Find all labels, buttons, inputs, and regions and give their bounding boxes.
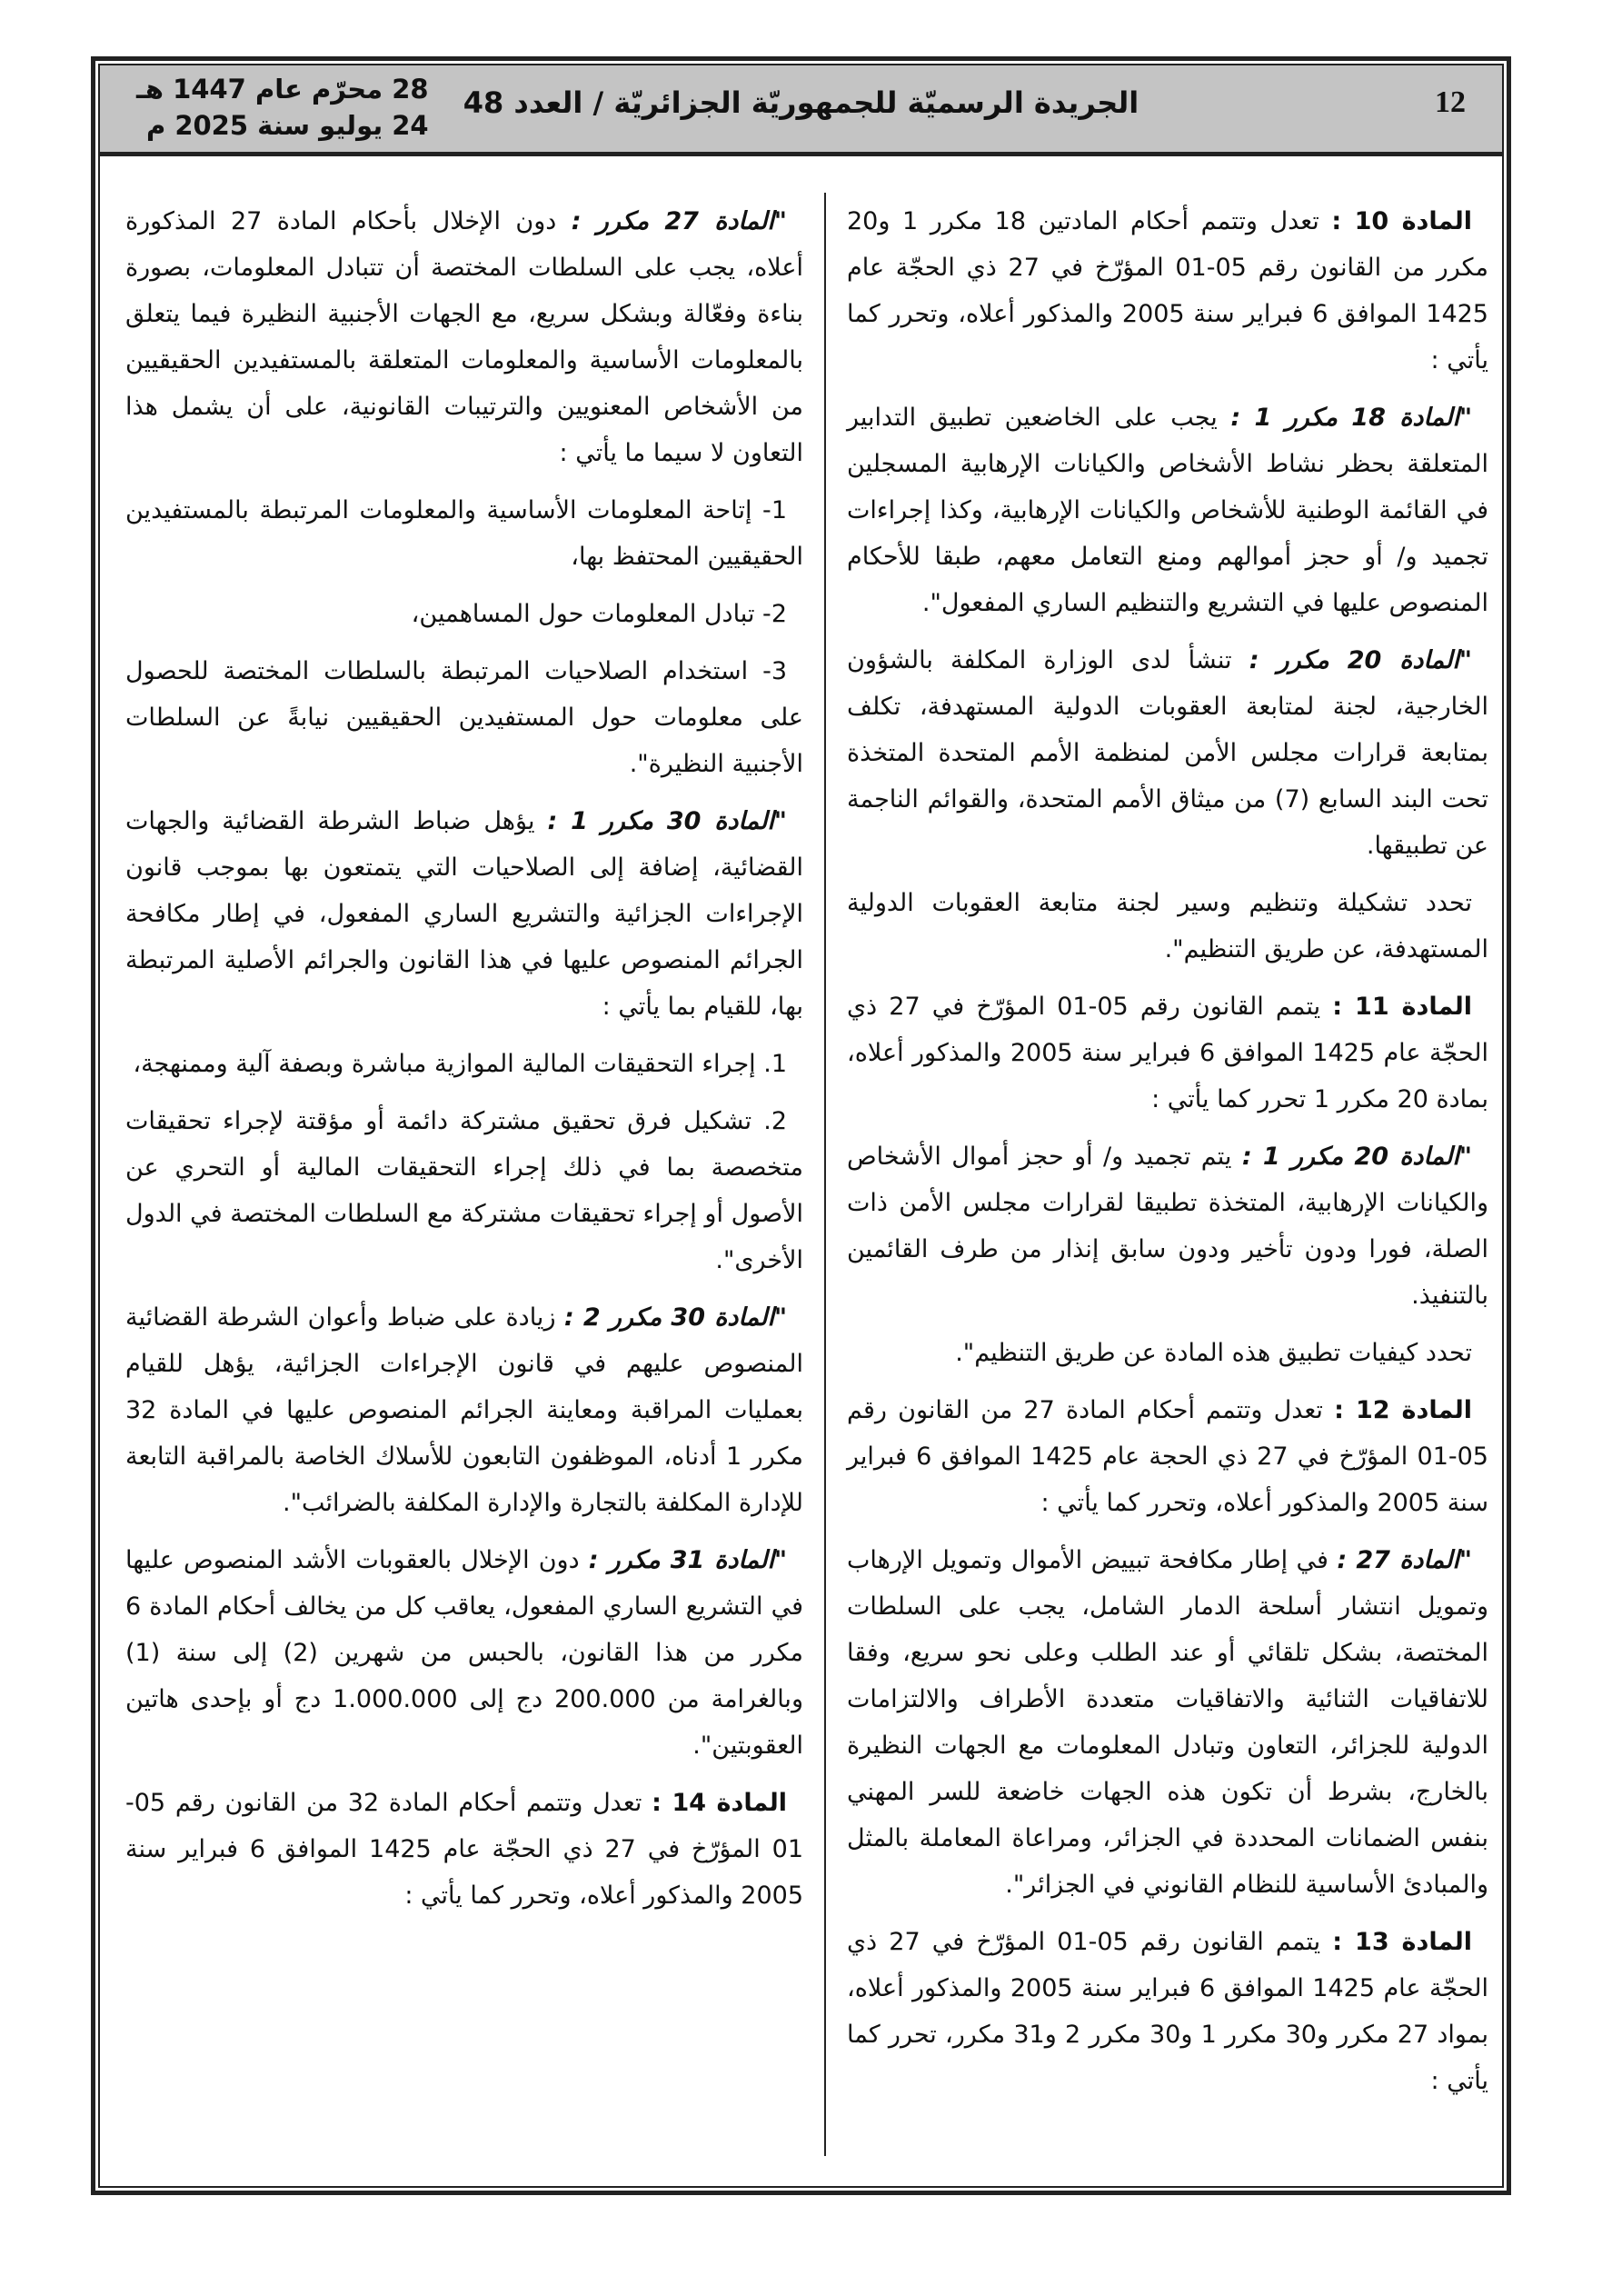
article-text: يجب على الخاضعين تطبيق التدابير المتعلقة بحظر نشاط الأشخاص والكيانات الإرهابية المسجلين في القائمة الوطنية للأشخاص والكيانات الإرهابية، وكذا إجراءات تجميد و/ أو حجز أموالهم ومنع التعامل معهم، طبقا للأحكام المنصوص عليها في التشريع والتنظيم الساري المفعول". <box>847 404 1488 617</box>
article-heading: "المادة 20 مكرر : <box>1249 646 1473 674</box>
article-text: دون الإخلال بأحكام المادة 27 المذكورة أعلاه، يجب على السلطات المختصة أن تتبادل المعلومات، بصورة بناءة وفعّالة وبشكل سريع، مع الجهات الأجنبية النظيرة فيما يتعلق بالمعلومات الأساسية والمعلومات المتعلقة بالمستفيدين الحقيقيين من الأشخاص المعنويين والترتيبات القانونية، على أن يشمل هذا التعاون لا سيما ما يأتي : <box>125 207 803 467</box>
article-heading: المادة 10 : <box>1331 207 1472 235</box>
issue-date <box>136 71 429 144</box>
article-paragraph <box>847 637 1488 869</box>
article-paragraph <box>125 798 803 1030</box>
article-paragraph <box>125 1098 803 1283</box>
article-text: تعدل وتتمم أحكام المادتين 18 مكرر 1 و20 مكرر من القانون رقم 05-01 المؤرّخ في 27 ذي الحجّة عام 1425 الموافق 6 فبراير سنة 2005 والمذكور أعلاه، وتحرر كما يأتي : <box>847 207 1488 374</box>
article-paragraph <box>847 880 1488 973</box>
article-heading: "المادة 20 مكرر 1 : <box>1241 1143 1473 1171</box>
gazette-title: الجريدة الرسميّة للجمهوريّة الجزائريّة / العدد 48 <box>463 85 1139 120</box>
article-paragraph <box>847 983 1488 1123</box>
article-heading: المادة 14 : <box>652 1789 787 1817</box>
article-paragraph <box>125 198 803 476</box>
date-hijri: 28 محرّم عام 1447 هـ <box>136 74 429 105</box>
article-text: 1- إتاحة المعلومات الأساسية والمعلومات المرتبطة بالمستفيدين الحقيقيين المحتفظ بها، <box>125 496 803 571</box>
article-paragraph <box>847 1387 1488 1526</box>
article-paragraph <box>847 1919 1488 2104</box>
article-heading: المادة 13 : <box>1332 1928 1472 1956</box>
article-text: تنشأ لدى الوزارة المكلفة بالشؤون الخارجية، لجنة لمتابعة العقوبات الدولية المستهدفة، تكلف بمتابعة قرارات مجلس الأمن لمنظمة الأمم المتحدة المتخذة تحت البند السابع (7) من ميثاق الأمم المتحدة، والقوائم الناجمة عن تطبيقها. <box>847 646 1488 860</box>
article-text: 1. إجراء التحقيقات المالية الموازية مباشرة وبصفة آلية وممنهجة، <box>133 1050 787 1078</box>
article-heading: "المادة 18 مكرر 1 : <box>1230 404 1473 432</box>
article-heading: المادة 11 : <box>1332 993 1472 1021</box>
article-text: يؤهل ضباط الشرطة القضائية والجهات القضائية، إضافة إلى الصلاحيات التي يتمتعون بها بموجب قانون الإجراءات الجزائية والتشريع الساري المفعول، في إطار مكافحة الجرائم المنصوص عليها في هذا القانون والجرائم الأصلية المرتبطة بها، للقيام بما يأتي : <box>125 807 803 1021</box>
article-text: 2- تبادل المعلومات حول المساهمين، <box>411 600 787 628</box>
article-paragraph <box>847 198 1488 384</box>
article-text: يتم تجميد و/ أو حجز أموال الأشخاص والكيانات الإرهابية، المتخذة تطبيقا لقرارات مجلس الأمن ذات الصلة، فورا ودون تأخير ودون سابق إنذار من طرف القائمين بالتنفيذ. <box>847 1143 1488 1310</box>
left-column <box>125 198 803 1930</box>
article-text: يتمم القانون رقم 05-01 المؤرّخ في 27 ذي الحجّة عام 1425 الموافق 6 فبراير سنة 2005 والمذكور أعلاه، بمواد 27 مكرر و30 مكرر 1 و30 مكرر 2 و31 مكرر، تحرر كما يأتي : <box>847 1928 1489 2095</box>
article-paragraph <box>125 648 803 787</box>
article-paragraph <box>847 1133 1488 1319</box>
article-heading: المادة 12 : <box>1334 1396 1472 1424</box>
article-text: 3- استخدام الصلاحيات المرتبطة بالسلطات المختصة للحصول على معلومات حول المستفيدين الحقيقيين نيابةً عن السلطات الأجنبية النظيرة". <box>125 657 803 778</box>
article-paragraph <box>847 1330 1488 1376</box>
article-paragraph <box>847 394 1488 626</box>
article-text: 2. تشكيل فرق تحقيق مشتركة دائمة أو مؤقتة لإجراء تحقيقات متخصصة بما في ذلك إجراء التحقيقات المالية أو التحري عن الأصول أو إجراء تحقيقات مشتركة مع السلطات المختصة في الدول الأخرى". <box>125 1107 803 1274</box>
article-text: تعدل وتتمم أحكام المادة 27 من القانون رقم 05-01 المؤرّخ في 27 ذي الحجة عام 1425 الموافق 6 فبراير سنة 2005 والمذكور أعلاه، وتحرر كما يأتي : <box>847 1396 1488 1517</box>
article-text: دون الإخلال بالعقوبات الأشد المنصوص عليها في التشريع الساري المفعول، يعاقب كل من يخالف أحكام المادة 6 مكرر من هذا القانون، بالحبس من شهرين (2) إلى سنة (1) وبالغرامة من 200.000 دج إلى 1.000.000 دج أو بإحدى هاتين العقوبتين". <box>125 1546 803 1760</box>
page-number: 12 <box>1435 85 1466 119</box>
article-heading: "المادة 27 : <box>1337 1546 1473 1574</box>
article-text: يتمم القانون رقم 05-01 المؤرّخ في 27 ذي الحجّة عام 1425 الموافق 6 فبراير سنة 2005 والمذكور أعلاه، بمادة 20 مكرر 1 تحرر كما يأتي : <box>847 993 1489 1113</box>
article-heading: "المادة 27 مكرر : <box>571 207 787 235</box>
date-gregorian: 24 يوليو سنة 2025 م <box>145 110 429 141</box>
article-text: زيادة على ضباط وأعوان الشرطة القضائية المنصوص عليهم في قانون الإجراءات الجزائية، يؤهل للقيام بعمليات المراقبة ومعاينة الجرائم المنصوص عليها في المادة 32 مكرر 1 أدناه، الموظفون التابعون للأسلاك الخاصة بالمراقبة التابعة للإدارة المكلفة بالتجارة والإدارة المكلفة بالضرائب". <box>125 1303 803 1517</box>
article-text: في إطار مكافحة تبييض الأموال وتمويل الإرهاب وتمويل انتشار أسلحة الدمار الشامل، يجب على السلطات المختصة، بشكل تلقائي أو عند الطلب وعلى نحو سريع، وفقا للاتفاقيات الثنائية والاتفاقيات متعددة الأطراف والالتزامات الدولية للجزائر، التعاون وتبادل المعلومات مع الجهات النظيرة بالخارج، بشرط أن تكون هذه الجهات خاضعة للسر المهني بنفس الضمانات المحددة في الجزائر، ومراعاة المعاملة بالمثل والمبادئ الأساسية للنظام القانوني في الجزائر". <box>847 1546 1488 1899</box>
page-header <box>100 65 1502 156</box>
article-paragraph <box>125 1780 803 1919</box>
article-heading: "المادة 30 مكرر 2 : <box>563 1303 788 1332</box>
article-text: تعدل وتتمم أحكام المادة 32 من القانون رقم 05-01 المؤرّخ في 27 ذي الحجّة عام 1425 الموافق 6 فبراير سنة 2005 والمذكور أعلاه، وتحرر كما يأتي : <box>125 1789 803 1910</box>
article-text: تحدد كيفيات تطبيق هذه المادة عن طريق التنظيم". <box>955 1339 1472 1367</box>
article-paragraph <box>847 1537 1488 1908</box>
article-paragraph <box>125 591 803 637</box>
article-heading: "المادة 31 مكرر : <box>588 1546 788 1574</box>
article-paragraph <box>125 1041 803 1087</box>
column-divider <box>824 193 826 2156</box>
right-column <box>847 198 1488 2115</box>
article-heading: "المادة 30 مكرر 1 : <box>547 807 787 835</box>
article-paragraph <box>125 1294 803 1526</box>
article-paragraph <box>125 1537 803 1769</box>
article-paragraph <box>125 487 803 580</box>
article-text: تحدد تشكيلة وتنظيم وسير لجنة متابعة العقوبات الدولية المستهدفة، عن طريق التنظيم". <box>847 889 1488 963</box>
